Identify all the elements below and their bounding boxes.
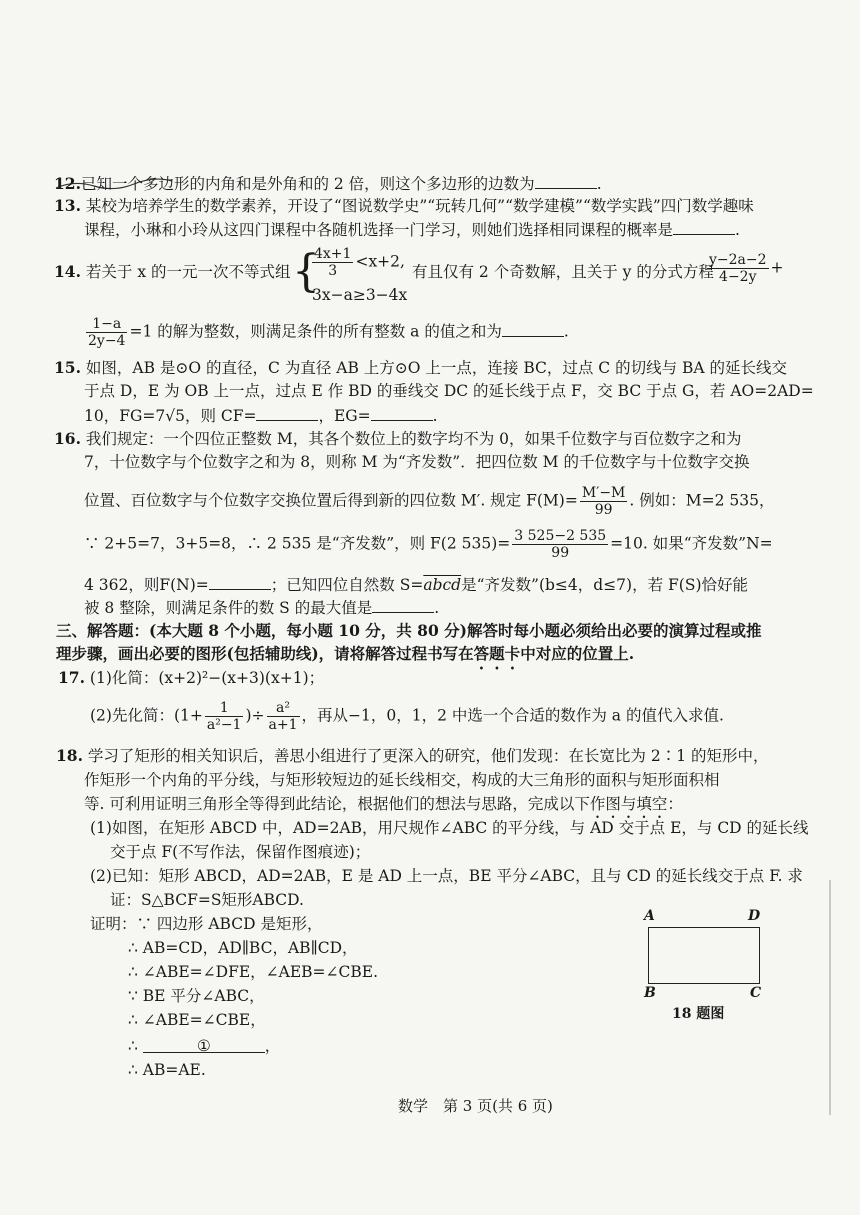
proof-line-3: ∴ ∠ABE=∠DFE，∠AEB=∠CBE. [128,963,378,981]
question-17-part1: 17. (1)化简：(x+2)²−(x+3)(x+1)； [58,668,325,687]
question-15-line3: 10，FG=7√5，则 CF= ，EG= . [84,404,438,426]
proof-line-2: ∴ AB=CD，AD∥BC，AB∥CD， [128,939,358,957]
question-15-line2: 于点 D，E 为 OB 上一点，过点 E 作 BD 的垂线交 DC 的延长线于点 F，交 BC 于点 G，若 AO=2AD= [84,382,814,400]
question-18-part1: (1)如图，在矩形 ABCD 中，AD=2AB，用尺规作∠ABC 的平分线，与 AD 交于点 E，与 CD 的延长线 [90,819,809,837]
system-brace: { [292,246,320,297]
question-13-line2: 课程，小琳和小玲从这四门课程中各随机选择一门学习，则她们选择相同课程的概率是 . [84,218,740,240]
question-16-line4: ∵ 2+5=7，3+5=8，∴ 2 535 是“齐发数”，则 F(2 535)= $\frac{3 525-2 535}{99}$ =10. 如果“齐发数”N= [84,528,773,561]
question-14-line2: $\frac{1-a}{2y-4}$ =1 的解为整数，则满足条件的所有整数 a 的值之和为 . [88,316,569,349]
question-15-line1: 15. 如图，AB 是⊙O 的直径，C 为直径 AB 上方⊙O 上一点，连接 BC，过点 C 的切线与 BA 的延长线交 [54,358,788,377]
question-13-line1: 13. 某校为培养学生的数学素养，开设了“图说数学史”“玩转几何”“数学建模”“数学实践”四门数学趣味 [54,196,754,215]
corner-label-d: D [748,908,761,924]
question-16-line1: 16. 我们规定：一个四位正整数 M，其各个数位上的数字均不为 0，如果千位数字与百位数字之和为 [54,429,742,448]
question-17-part2: (2)先化简：(1+ $\frac{1}{\text{a²−1}}$ )÷ $\frac{\text{a²}}{a+1}$ ，再从−1，0，1，2 中选一个合适的数作为 a 的值代入求值. [90,700,724,733]
fraction-equation-1: $\frac{y-2a-2}{4-2y}$ + [709,252,784,285]
proof-line-last: ∴ AB=AE. [128,1061,206,1079]
proof-blank-line: ∴ ① ， [128,1037,281,1055]
scan-edge-line [829,880,831,1115]
question-18-part2: (2)已知：矩形 ABCD，AD=2AB，E 是 AD 上一点，BE 平分∠ABC，且与 CD 的延长线交于点 F. 求 [90,867,803,885]
corner-label-b: B [644,985,656,1001]
inequality-1: $\frac{4x+1}{3}$ <x+2, [314,246,405,279]
inequality-2: 3x−a≥3−4x [312,286,408,304]
proof-line-1: 证明：∵ 四边形 ABCD 是矩形， [90,915,323,933]
section-3-heading: 三、解答题：(本大题 8 个小题，每小题 10 分，共 80 分)解答时每小题必须给出必要的演算过程或推 [56,621,762,640]
proof-line-4: ∵ BE 平分∠ABC， [128,987,265,1005]
corner-label-c: C [750,985,762,1001]
proof-line-5: ∴ ∠ABE=∠CBE， [128,1011,266,1029]
question-12: 12.已知一个多边形的内角和是外角和的 2 倍，则这个多边形的边数为 . [54,174,602,193]
question-16-line5: 4 362，则F(N)= ；已知四位自然数 S=abcd是“齐发数”(b≤4，d≤7)，若 F(S)恰好能 [84,573,748,595]
figure-caption: 18 题图 [672,1006,725,1022]
question-16-line3: 位置、百位数字与个位数字交换位置后得到新的四位数 M′. 规定 F(M)= $\frac{M'-M}{99}$ . 例如：M=2 535， [84,485,775,518]
question-18-line1: 18. 学习了矩形的相关知识后，善思小组进行了更深入的研究，他们发现：在长宽比为 2∶1 的矩形中， [56,746,769,765]
question-14-mid: 有且仅有 2 个奇数解，且关于 y 的分式方程 [412,263,714,281]
section-3-heading-line2: 理步骤，画出必要的图形(包括辅助线)，请将解答过程书写在答题卡中对应的位置上. [56,644,635,663]
question-18-part1-cont: 交于点 F(不写作法，保留作图痕迹)； [110,843,371,861]
question-16-line6: 被 8 整除，则满足条件的数 S 的最大值是 . [84,596,439,618]
question-16-line2: 7，十位数字与个位数字之和为 8，则称 M 为“齐发数”．把四位数 M 的千位数字与十位数字交换 [84,453,750,471]
question-18-line3: 等. 可利用证明三角形全等得到此结论，根据他们的想法与思路，完成以下作图与填空： [84,795,683,813]
rectangle-figure [648,927,760,984]
page-footer: 数学 第 3 页(共 6 页) [398,1097,553,1115]
question-14-line1: 14. 若关于 x 的一元一次不等式组 [54,262,291,281]
question-18-line2: 作矩形一个内角的平分线，与矩形较短边的延长线相交，构成的大三角形的面积与矩形面积相 [84,771,720,789]
corner-label-a: A [644,908,655,924]
question-18-part2-cont: 证：S△BCF=S矩形ABCD. [110,891,304,909]
